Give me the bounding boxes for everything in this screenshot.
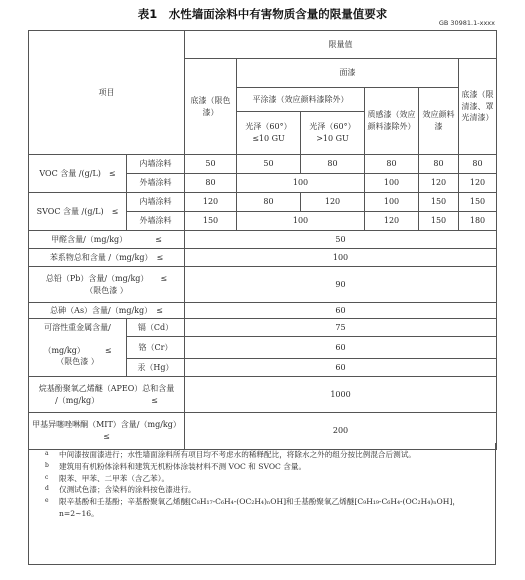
benzene-label: 苯系物总和含量 /（mg/kg） ≤: [29, 249, 185, 267]
benzene-value: 100: [185, 249, 497, 267]
formaldehyde-label: 甲醛含量/（mg/kg） ≤: [29, 231, 185, 249]
apeo-value: 1000: [185, 377, 497, 413]
header-topcoat: 面漆: [237, 59, 459, 88]
apeo-label-line2: /（mg/kg） ≤: [55, 395, 158, 405]
chromium-label: 铬（Cr）: [127, 337, 185, 359]
cell: 80: [301, 155, 365, 174]
note-b: [45, 461, 487, 473]
svoc-label: SVOC 含量 /(g/L) ≤: [29, 193, 127, 231]
heavy-metal-label-cont: [29, 337, 127, 377]
cell: 80: [419, 155, 459, 174]
note-text: 限苯、甲苯、二甲苯（含乙苯）。: [59, 473, 170, 483]
note-c: [45, 473, 487, 485]
heavy-metal-note: （限色漆 ）: [56, 357, 99, 367]
cell: 120: [185, 193, 237, 212]
note-mark: c: [45, 473, 49, 481]
lead-label-line1: 总铅（Pb）含量/（mg/kg） ≤: [45, 273, 168, 283]
note-mark: d: [45, 485, 49, 493]
cell: 100: [237, 212, 365, 231]
note-text: 中间漆按面漆进行；水性墙面涂料所有项目均不考虑水的稀释配比，将除水之外的组分按比例混合后测试。: [59, 450, 416, 459]
mit-label-line1: 甲基异噻唑啉酮（MIT）含量/（mg/kg）: [32, 420, 181, 430]
cell: 150: [419, 193, 459, 212]
table-notes: [28, 443, 496, 565]
cell: 100: [365, 193, 419, 212]
header-gloss-gt10: 光泽（60°）>10 GU: [301, 112, 365, 155]
cell: 50: [185, 155, 237, 174]
cell: 150: [185, 212, 237, 231]
cell: 150: [459, 193, 497, 212]
heavy-metal-label: 可溶性重金属含量/: [29, 319, 127, 337]
cell: 100: [365, 174, 419, 193]
note-text: 建筑用有机粉体涂料和建筑无机粉体涂装材料不测 VOC 和 SVOC 含量。: [59, 461, 307, 471]
mit-value: 200: [185, 413, 497, 450]
svoc-interior-label: 内墙涂料: [127, 193, 185, 212]
cell: 80: [237, 193, 301, 212]
cadmium-label: 镉（Cd）: [127, 319, 185, 337]
svoc-exterior-label: 外墙涂料: [127, 212, 185, 231]
mercury-value: 60: [185, 359, 497, 377]
voc-label: VOC 含量 /(g/L) ≤: [29, 155, 127, 193]
cell: 80: [185, 174, 237, 193]
voc-interior-label: 内墙涂料: [127, 155, 185, 174]
mit-label-line2: ≤: [103, 432, 110, 441]
cadmium-value: 75: [185, 319, 497, 337]
header-primer: 底漆（限色漆）: [185, 59, 237, 155]
cell: 150: [419, 212, 459, 231]
note-mark: b: [45, 461, 49, 469]
cell: 120: [419, 174, 459, 193]
lead-label: [29, 267, 185, 303]
cell: 120: [365, 212, 419, 231]
note-mark: a: [45, 450, 49, 457]
header-base-coat: 底漆（限清漆、罩光清漆）: [459, 59, 497, 155]
cell: 180: [459, 212, 497, 231]
cell: 50: [237, 155, 301, 174]
note-mark: e: [45, 497, 49, 505]
note-d: [45, 484, 487, 496]
cell: 120: [301, 193, 365, 212]
mercury-label: 汞（Hg）: [127, 359, 185, 377]
standard-number: GB 30981.1-xxxx: [438, 19, 495, 27]
note-e: [45, 496, 487, 520]
apeo-label-line1: 烷基酚聚氧乙烯醚（APEO）总和含量: [38, 383, 175, 393]
arsenic-value: 60: [185, 303, 497, 319]
cell: 80: [365, 155, 419, 174]
table-title: 表1 水性墙面涂料中有害物质含量的限量值要求: [137, 7, 388, 21]
lead-value: 90: [185, 267, 497, 303]
lead-label-line2: （限色漆 ）: [85, 285, 128, 295]
limits-table: [28, 30, 497, 450]
apeo-label: [29, 377, 185, 413]
note-a: [45, 449, 487, 461]
header-flat: 平涂漆（效应颜料漆除外）: [237, 88, 365, 112]
cell: 100: [237, 174, 365, 193]
header-item: 项目: [29, 31, 185, 155]
voc-exterior-label: 外墙涂料: [127, 174, 185, 193]
header-effect: 效应颜料漆: [419, 88, 459, 155]
arsenic-label: 总砷（As）含量/（mg/kg） ≤: [29, 303, 185, 319]
header-limit: 限量值: [185, 31, 497, 59]
header-texture: 质感漆（效应颜料漆除外）: [365, 88, 419, 155]
cell: 120: [459, 174, 497, 193]
formaldehyde-value: 50: [185, 231, 497, 249]
note-text: 仅测试色漆；含染料的涂料按色漆进行。: [59, 485, 196, 495]
cell: 80: [459, 155, 497, 174]
heavy-metal-unit: （mg/kg） ≤: [43, 345, 112, 355]
chromium-value: 60: [185, 337, 497, 359]
note-text: 限辛基酚和壬基酚；辛基酚聚氧乙烯醚[C₈H₁₇-C₆H₄-(OC₂H₄)ₙOH]和壬基酚聚氧乙烯醚[C₉H₁₉-C₆H₄-(OC₂H₄)ₙOH]，n=2~16。: [59, 497, 460, 518]
header-gloss-le10: 光泽（60°）≤10 GU: [237, 112, 301, 155]
